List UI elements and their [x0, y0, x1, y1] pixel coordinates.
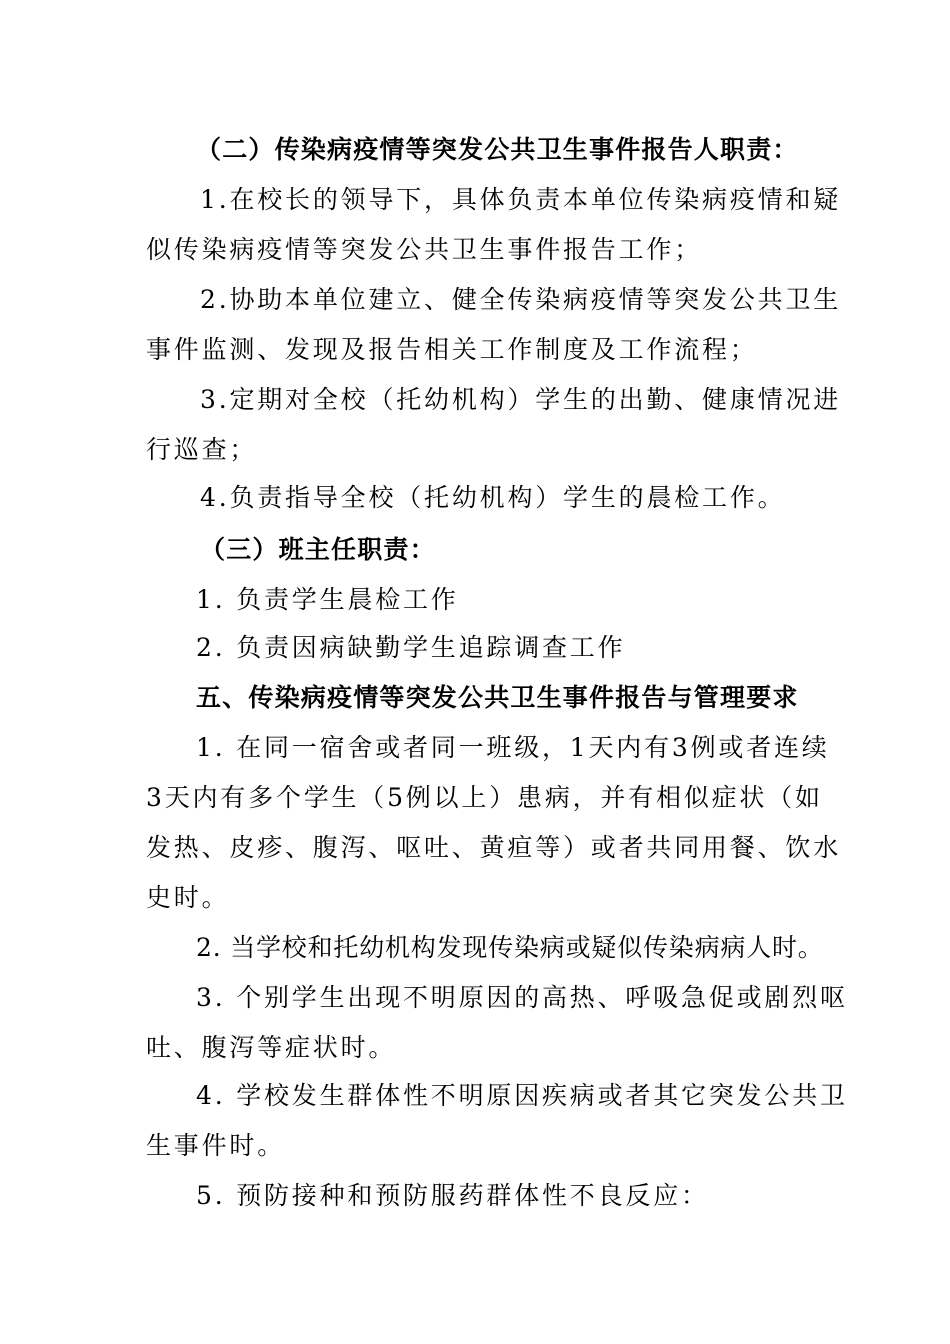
paragraph-line: 1.在校长的领导下，具体负责本单位传染病疫情和疑 — [200, 185, 842, 214]
paragraph-line: 4.负责指导全校（托幼机构）学生的晨检工作。 — [200, 483, 786, 512]
paragraph-line: 发热、皮疹、腹泻、呕吐、黄疸等）或者共同用餐、饮水 — [146, 833, 842, 862]
paragraph-line: 3天内有多个学生（5例以上）患病，并有相似症状（如 — [146, 783, 823, 812]
paragraph-line: 似传染病疫情等突发公共卫生事件报告工作； — [146, 235, 703, 264]
section-heading-class-teacher-duties: （三）班主任职责： — [200, 535, 436, 564]
paragraph-line: 4. 学校发生群体性不明原因疾病或者其它突发公共卫 — [196, 1081, 848, 1110]
list-item: 1. 负责学生晨检工作 — [196, 585, 459, 614]
paragraph-line: 2.协助本单位建立、健全传染病疫情等突发公共卫生 — [200, 285, 842, 314]
paragraph-line: 行巡查； — [146, 435, 258, 464]
paragraph-line: 事件监测、发现及报告相关工作制度及工作流程； — [146, 335, 758, 364]
paragraph-line: 1. 在同一宿舍或者同一班级，1天内有3例或者连续 — [196, 733, 830, 762]
section-heading-reporting-requirements: 五、传染病疫情等突发公共卫生事件报告与管理要求 — [196, 683, 799, 712]
paragraph-line: 3. 个别学生出现不明原因的高热、呼吸急促或剧烈呕 — [196, 983, 848, 1012]
paragraph-line: 吐、腹泻等症状时。 — [146, 1033, 397, 1062]
paragraph-line: 生事件时。 — [146, 1131, 286, 1160]
paragraph-line: 5. 预防接种和预防服药群体性不良反应： — [196, 1181, 709, 1210]
list-item: 2. 负责因病缺勤学生追踪调查工作 — [196, 633, 626, 662]
paragraph-line: 2. 当学校和托幼机构发现传染病或疑似传染病病人时。 — [196, 933, 824, 962]
paragraph-line: 史时。 — [146, 883, 230, 912]
section-heading-reporter-duties: （二）传染病疫情等突发公共卫生事件报告人职责： — [196, 135, 799, 164]
paragraph-line: 3.定期对全校（托幼机构）学生的出勤、健康情况进 — [200, 385, 842, 414]
